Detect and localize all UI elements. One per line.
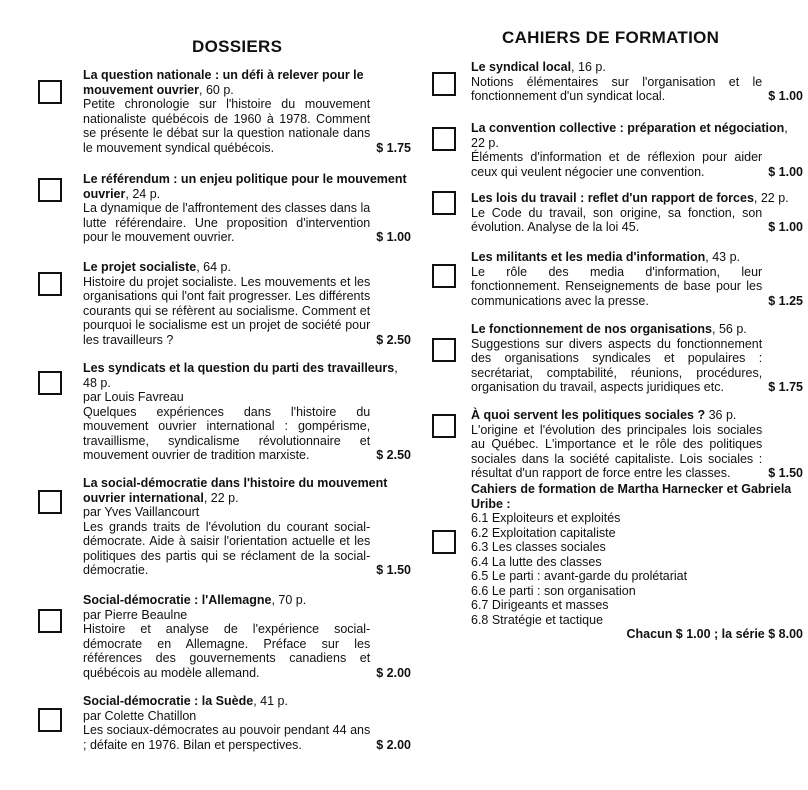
item-price: $ 1.75 — [376, 140, 411, 155]
harnecker-price-line: Chacun $ 1.00 ; la série $ 8.00 — [626, 627, 803, 641]
list-item: 6.7 Dirigeants et masses — [471, 598, 609, 612]
item-author: par Louis Favreau — [83, 390, 184, 404]
list-item: 6.5 Le parti : avant-garde du prolétariat — [471, 569, 688, 583]
item-title: La convention collective : préparation et négociation — [471, 121, 785, 135]
item-title: Le projet socialiste — [83, 260, 197, 274]
order-checkbox[interactable] — [432, 414, 456, 438]
item-price: $ 1.00 — [376, 230, 411, 244]
order-checkbox[interactable] — [38, 80, 62, 104]
order-checkbox[interactable] — [38, 178, 62, 202]
order-checkbox[interactable] — [432, 264, 456, 288]
item-price: $ 1.75 — [768, 380, 803, 394]
item-title: Les militants et les media d'information — [471, 250, 706, 264]
item-title: À quoi servent les politiques sociales ? — [471, 408, 706, 422]
list-item: 6.4 La lutte des classes — [471, 554, 602, 569]
item-description: Histoire du projet socialiste. Les mouvements et les organisations qui l'ont fait progresser. Les différents courants qui se réfèrent au socialisme. Comment et pourquoi le socialisme est un projet de société pour les travailleurs ? — [83, 274, 371, 347]
item-price: $ 1.00 — [768, 164, 803, 179]
dossiers-heading: DOSSIERS — [192, 37, 283, 56]
item-description: Les grands traits de l'évolution du courant social-démocrate. Aide à saisir l'orientation actuelle et les politiques des partis qui se réclament de la social-démocratie. — [83, 519, 371, 577]
order-checkbox[interactable] — [38, 490, 62, 514]
order-checkbox[interactable] — [38, 272, 62, 296]
item-price: $ 2.00 — [376, 737, 411, 752]
order-checkbox[interactable] — [38, 609, 62, 633]
order-checkbox[interactable] — [38, 371, 62, 395]
item-author: par Colette Chatillon — [83, 708, 197, 723]
item-price: $ 1.50 — [376, 563, 411, 577]
item-pages: , 16 p. — [571, 60, 606, 74]
item-pages: , 56 p. — [712, 322, 747, 336]
item-title: Le référendum : un enjeu politique pour le mouvement ouvrier — [83, 172, 407, 201]
order-checkbox[interactable] — [432, 191, 456, 215]
item-title: Social-démocratie : la Suède — [83, 694, 254, 708]
order-checkbox[interactable] — [432, 530, 456, 554]
cahiers-heading: CAHIERS DE FORMATION — [502, 28, 720, 47]
item-description: Petite chronologie sur l'histoire du mouvement nationaliste québécois de 1960 à 1978. Comment se présente le débat sur la question nationale dans le mouvement syndical québécois. — [83, 97, 371, 155]
item-pages: , 22 p. — [203, 490, 239, 505]
item-pages: , 22 p. — [471, 121, 788, 150]
list-item: 6.3 Les classes sociales — [471, 540, 606, 554]
item-description: Suggestions sur divers aspects du fonctionnement des organisations syndicales et populaires : secrétariat, comptabilité, réunions, procédures, organisation du travail, aspects juridiques etc. — [471, 336, 763, 394]
harnecker-list — [471, 511, 803, 627]
item-pages: , 24 p. — [125, 186, 161, 201]
item-pages: , 43 p. — [705, 250, 741, 264]
item-title: Le fonctionnement de nos organisations — [471, 322, 712, 336]
item-description: Le rôle des media d'information, leur fonctionnement. Renseignements de base pour les communications avec la presse. — [471, 264, 763, 308]
item-description: Éléments d'information et de réflexion pour aider ceux qui veulent négocier une convention. — [471, 150, 763, 179]
item-price: $ 2.50 — [376, 332, 411, 347]
item-description: L'origine et l'évolution des principales lois sociales au Québec. L'importance et le rôle des politiques sociales dans la société capitaliste. Lois sociales : résultat d'un rapport de force entre les classes. — [471, 422, 763, 480]
item-description: Quelques expériences dans l'histoire du mouvement ouvrier international : gompérisme, travaillisme, syndicalisme révolutionnaire et mouvement ouvrier de tradition marxiste. — [83, 404, 371, 462]
item-title: Social-démocratie : l'Allemagne — [83, 593, 272, 607]
item-pages: , 64 p. — [196, 260, 231, 274]
list-item: 6.8 Stratégie et tactique — [471, 612, 604, 627]
item-pages: , 48 p. — [83, 361, 398, 390]
item-description: Le Code du travail, son origine, sa fonction, son évolution. Analyse de la loi 45. — [471, 205, 763, 234]
item-description: Notions élémentaires sur l'organisation et le fonctionnement d'un syndicat local. — [471, 74, 763, 103]
list-item: 6.2 Exploitation capitaliste — [471, 525, 616, 540]
item-pages: , 22 p. — [753, 191, 789, 205]
item-description: La dynamique de l'affrontement des classes dans la lutte référendaire. Une proposition d'intervention pour le mouvement ouvrier. — [83, 201, 371, 244]
harnecker-title: Cahiers de formation de Martha Harnecker et Gabriela Uribe : — [471, 482, 792, 511]
item-pages: , 41 p. — [253, 694, 288, 708]
item-pages: , 70 p. — [271, 593, 307, 607]
item-price: $ 1.25 — [768, 293, 803, 308]
item-price: $ 1.00 — [768, 220, 803, 234]
item-title: La question nationale : un défi à relever pour le mouvement ouvrier — [83, 68, 364, 97]
order-checkbox[interactable] — [38, 708, 62, 732]
item-author: par Yves Vaillancourt — [83, 505, 200, 519]
item-price: $ 1.00 — [768, 89, 803, 103]
item-price: $ 2.00 — [376, 665, 411, 680]
item-title: La social-démocratie dans l'histoire du mouvement ouvrier international — [83, 476, 388, 505]
item-pages: 36 p. — [705, 408, 737, 422]
order-checkbox[interactable] — [432, 127, 456, 151]
list-item: 6.1 Exploiteurs et exploités — [471, 511, 621, 525]
item-description: Les sociaux-démocrates au pouvoir pendant 44 ans ; défaite en 1976. Bilan et perspectives. — [83, 723, 371, 752]
order-checkbox[interactable] — [432, 72, 456, 96]
item-title: Le syndical local — [471, 60, 572, 74]
item-title: Les lois du travail : reflet d'un rapport de forces — [471, 191, 754, 205]
item-price: $ 1.50 — [768, 466, 803, 480]
item-title: Les syndicats et la question du parti des travailleurs — [83, 361, 395, 375]
item-pages: , 60 p. — [199, 82, 234, 97]
order-checkbox[interactable] — [432, 338, 456, 362]
item-price: $ 2.50 — [376, 448, 411, 462]
item-author: par Pierre Beaulne — [83, 607, 188, 622]
list-item: 6.6 Le parti : son organisation — [471, 583, 636, 598]
item-description: Histoire et analyse de l'expérience social-démocrate en Allemagne. Préface sur les références des gouvernements canadiens et québécois au modèle allemand. — [83, 622, 371, 680]
